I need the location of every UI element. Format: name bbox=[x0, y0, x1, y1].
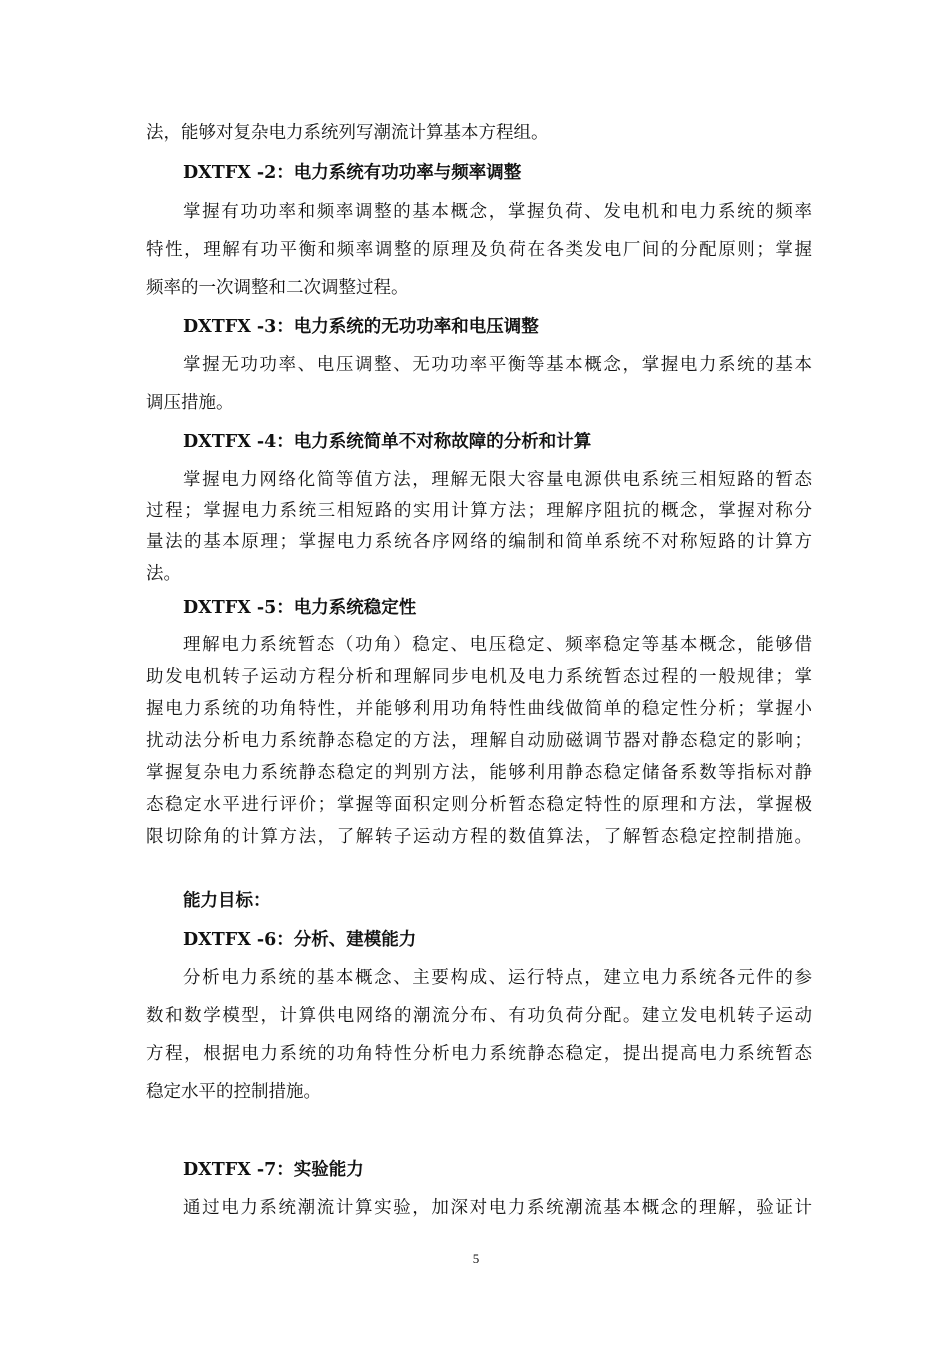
paragraph-line: 特性，理解有功平衡和频率调整的原理及负荷在各类发电厂间的分配原则；掌握 bbox=[146, 240, 812, 260]
paragraph-line: 法。 bbox=[146, 564, 181, 584]
paragraph-line: 方程，根据电力系统的功角特性分析电力系统静态稳定，提出提高电力系统暂态 bbox=[146, 1044, 812, 1064]
paragraph-line: 稳定水平的控制措施。 bbox=[146, 1082, 321, 1102]
paragraph-line: 频率的一次调整和二次调整过程。 bbox=[146, 278, 409, 298]
paragraph-line: 掌握有功功率和频率调整的基本概念，掌握负荷、发电机和电力系统的频率 bbox=[183, 202, 812, 222]
paragraph-line: 通过电力系统潮流计算实验，加深对电力系统潮流基本概念的理解，验证计 bbox=[183, 1198, 812, 1218]
page-number: 5 bbox=[472, 1251, 480, 1266]
section-heading-dxtfx-6: DXTFX -6：分析、建模能力 bbox=[183, 930, 417, 950]
section-heading-dxtfx-4: DXTFX -4：电力系统简单不对称故障的分析和计算 bbox=[183, 432, 592, 452]
intro-line: 法，能够对复杂电力系统列写潮流计算基本方程组。 bbox=[146, 123, 549, 143]
section-heading-dxtfx-7: DXTFX -7：实验能力 bbox=[183, 1160, 364, 1180]
paragraph-line: 助发电机转子运动方程分析和理解同步电机及电力系统暂态过程的一般规律；掌 bbox=[146, 667, 812, 687]
ability-title: 能力目标： bbox=[183, 891, 271, 911]
paragraph-line: 扰动法分析电力系统静态稳定的方法，理解自动励磁调节器对静态稳定的影响； bbox=[146, 731, 812, 751]
paragraph-line: 掌握复杂电力系统静态稳定的判别方法，能够利用静态稳定储备系数等指标对静 bbox=[146, 763, 812, 783]
paragraph-line: 掌握无功功率、电压调整、无功功率平衡等基本概念，掌握电力系统的基本 bbox=[183, 355, 812, 375]
paragraph-line: 态稳定水平进行评价；掌握等面积定则分析暂态稳定特性的原理和方法，掌握极 bbox=[146, 795, 812, 815]
paragraph-line: 分析电力系统的基本概念、主要构成、运行特点，建立电力系统各元件的参 bbox=[183, 968, 812, 988]
section-heading-dxtfx-2: DXTFX -2：电力系统有功功率与频率调整 bbox=[183, 163, 522, 183]
paragraph-line: 掌握电力网络化简等值方法，理解无限大容量电源供电系统三相短路的暂态 bbox=[183, 470, 812, 490]
paragraph-line: 调压措施。 bbox=[146, 393, 234, 413]
section-heading-dxtfx-3: DXTFX -3：电力系统的无功功率和电压调整 bbox=[183, 317, 539, 337]
section-heading-dxtfx-5: DXTFX -5：电力系统稳定性 bbox=[183, 598, 417, 618]
paragraph-line: 过程；掌握电力系统三相短路的实用计算方法；理解序阻抗的概念，掌握对称分 bbox=[146, 501, 812, 521]
paragraph-line: 数和数学模型，计算供电网络的潮流分布、有功负荷分配。建立发电机转子运动 bbox=[146, 1006, 812, 1026]
paragraph-line: 握电力系统的功角特性，并能够利用功角特性曲线做简单的稳定性分析；掌握小 bbox=[146, 699, 812, 719]
paragraph-line: 量法的基本原理；掌握电力系统各序网络的编制和简单系统不对称短路的计算方 bbox=[146, 532, 812, 552]
paragraph-line: 理解电力系统暂态（功角）稳定、电压稳定、频率稳定等基本概念，能够借 bbox=[183, 635, 812, 655]
paragraph-line: 限切除角的计算方法，了解转子运动方程的数值算法，了解暂态稳定控制措施。 bbox=[146, 827, 812, 847]
